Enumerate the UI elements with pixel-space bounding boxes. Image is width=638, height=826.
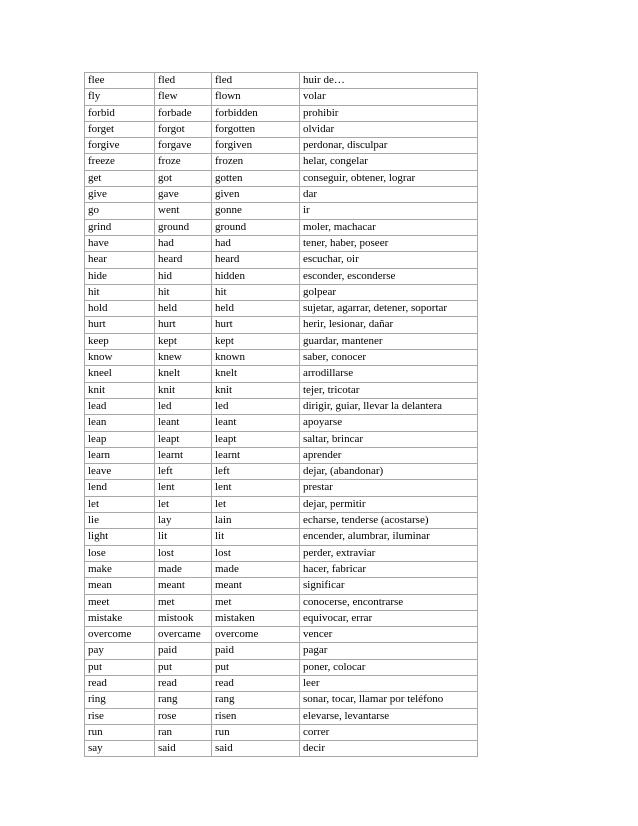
table-row <box>85 447 478 463</box>
table-row <box>85 513 478 529</box>
past-participle-cell: learnt <box>212 447 300 463</box>
translation-cell: escuchar, oir <box>300 252 478 268</box>
past-participle-cell: lit <box>212 529 300 545</box>
table-row <box>85 529 478 545</box>
base-form-cell: lose <box>85 545 155 561</box>
past-simple-cell: lost <box>155 545 212 561</box>
base-form-cell: get <box>85 170 155 186</box>
base-form-cell: mean <box>85 578 155 594</box>
table-row <box>85 545 478 561</box>
translation-cell: perdonar, disculpar <box>300 138 478 154</box>
base-form-cell: forgive <box>85 138 155 154</box>
base-form-cell: have <box>85 235 155 251</box>
translation-cell: dirigir, guiar, llevar la delantera <box>300 398 478 414</box>
past-simple-cell: ground <box>155 219 212 235</box>
past-participle-cell: lain <box>212 513 300 529</box>
past-simple-cell: paid <box>155 643 212 659</box>
past-simple-cell: led <box>155 398 212 414</box>
past-participle-cell: knelt <box>212 366 300 382</box>
past-simple-cell: overcame <box>155 627 212 643</box>
table-row <box>85 594 478 610</box>
base-form-cell: pay <box>85 643 155 659</box>
past-simple-cell: fled <box>155 73 212 89</box>
translation-cell: golpear <box>300 284 478 300</box>
base-form-cell: flee <box>85 73 155 89</box>
table-row <box>85 252 478 268</box>
table-row <box>85 415 478 431</box>
past-simple-cell: heard <box>155 252 212 268</box>
translation-cell: aprender <box>300 447 478 463</box>
table-row <box>85 708 478 724</box>
translation-cell: dejar, permitir <box>300 496 478 512</box>
translation-cell: sonar, tocar, llamar por teléfono <box>300 692 478 708</box>
past-participle-cell: meant <box>212 578 300 594</box>
past-participle-cell: lost <box>212 545 300 561</box>
table-row <box>85 464 478 480</box>
base-form-cell: lean <box>85 415 155 431</box>
base-form-cell: put <box>85 659 155 675</box>
verbs-table-body <box>85 73 478 757</box>
base-form-cell: grind <box>85 219 155 235</box>
past-participle-cell: overcome <box>212 627 300 643</box>
past-simple-cell: leant <box>155 415 212 431</box>
past-simple-cell: forgave <box>155 138 212 154</box>
past-participle-cell: fled <box>212 73 300 89</box>
translation-cell: tener, haber, poseer <box>300 235 478 251</box>
base-form-cell: lead <box>85 398 155 414</box>
past-participle-cell: forgotten <box>212 121 300 137</box>
base-form-cell: lie <box>85 513 155 529</box>
translation-cell: encender, alumbrar, iluminar <box>300 529 478 545</box>
translation-cell: prohibir <box>300 105 478 121</box>
past-simple-cell: learnt <box>155 447 212 463</box>
base-form-cell: know <box>85 350 155 366</box>
past-simple-cell: meant <box>155 578 212 594</box>
past-simple-cell: hurt <box>155 317 212 333</box>
past-simple-cell: put <box>155 659 212 675</box>
past-simple-cell: read <box>155 675 212 691</box>
translation-cell: equivocar, errar <box>300 610 478 626</box>
table-row <box>85 659 478 675</box>
table-row <box>85 284 478 300</box>
base-form-cell: run <box>85 724 155 740</box>
past-participle-cell: paid <box>212 643 300 659</box>
translation-cell: perder, extraviar <box>300 545 478 561</box>
past-participle-cell: known <box>212 350 300 366</box>
past-participle-cell: given <box>212 187 300 203</box>
table-row <box>85 480 478 496</box>
table-row <box>85 724 478 740</box>
translation-cell: leer <box>300 675 478 691</box>
base-form-cell: lend <box>85 480 155 496</box>
table-row <box>85 203 478 219</box>
past-simple-cell: gave <box>155 187 212 203</box>
translation-cell: decir <box>300 741 478 757</box>
base-form-cell: rise <box>85 708 155 724</box>
table-row <box>85 610 478 626</box>
table-row <box>85 105 478 121</box>
base-form-cell: hit <box>85 284 155 300</box>
base-form-cell: forget <box>85 121 155 137</box>
base-form-cell: ring <box>85 692 155 708</box>
past-participle-cell: left <box>212 464 300 480</box>
past-simple-cell: rang <box>155 692 212 708</box>
translation-cell: prestar <box>300 480 478 496</box>
base-form-cell: overcome <box>85 627 155 643</box>
past-simple-cell: lit <box>155 529 212 545</box>
past-simple-cell: froze <box>155 154 212 170</box>
past-participle-cell: mistaken <box>212 610 300 626</box>
past-simple-cell: left <box>155 464 212 480</box>
past-participle-cell: heard <box>212 252 300 268</box>
translation-cell: moler, machacar <box>300 219 478 235</box>
translation-cell: herir, lesionar, dañar <box>300 317 478 333</box>
past-participle-cell: hit <box>212 284 300 300</box>
past-simple-cell: held <box>155 301 212 317</box>
table-row <box>85 627 478 643</box>
table-row <box>85 496 478 512</box>
translation-cell: helar, congelar <box>300 154 478 170</box>
translation-cell: arrodillarse <box>300 366 478 382</box>
past-simple-cell: got <box>155 170 212 186</box>
translation-cell: hacer, fabricar <box>300 561 478 577</box>
table-row <box>85 73 478 89</box>
table-row <box>85 578 478 594</box>
table-row <box>85 89 478 105</box>
past-participle-cell: risen <box>212 708 300 724</box>
table-row <box>85 235 478 251</box>
translation-cell: sujetar, agarrar, detener, soportar <box>300 301 478 317</box>
base-form-cell: hear <box>85 252 155 268</box>
translation-cell: echarse, tenderse (acostarse) <box>300 513 478 529</box>
past-participle-cell: led <box>212 398 300 414</box>
irregular-verbs-table <box>84 72 478 757</box>
past-participle-cell: kept <box>212 333 300 349</box>
translation-cell: conseguir, obtener, lograr <box>300 170 478 186</box>
base-form-cell: read <box>85 675 155 691</box>
table-row <box>85 333 478 349</box>
base-form-cell: forbid <box>85 105 155 121</box>
translation-cell: saber, conocer <box>300 350 478 366</box>
past-participle-cell: made <box>212 561 300 577</box>
translation-cell: saltar, brincar <box>300 431 478 447</box>
past-simple-cell: made <box>155 561 212 577</box>
table-row <box>85 741 478 757</box>
past-participle-cell: run <box>212 724 300 740</box>
table-row <box>85 121 478 137</box>
translation-cell: volar <box>300 89 478 105</box>
past-participle-cell: knit <box>212 382 300 398</box>
table-row <box>85 675 478 691</box>
past-simple-cell: had <box>155 235 212 251</box>
past-simple-cell: let <box>155 496 212 512</box>
past-participle-cell: ground <box>212 219 300 235</box>
past-participle-cell: gotten <box>212 170 300 186</box>
base-form-cell: hold <box>85 301 155 317</box>
base-form-cell: say <box>85 741 155 757</box>
base-form-cell: knit <box>85 382 155 398</box>
past-simple-cell: leapt <box>155 431 212 447</box>
table-row <box>85 398 478 414</box>
past-participle-cell: said <box>212 741 300 757</box>
past-participle-cell: lent <box>212 480 300 496</box>
table-row <box>85 382 478 398</box>
table-row <box>85 138 478 154</box>
table-row <box>85 154 478 170</box>
base-form-cell: leave <box>85 464 155 480</box>
past-simple-cell: hid <box>155 268 212 284</box>
past-participle-cell: leant <box>212 415 300 431</box>
table-row <box>85 317 478 333</box>
past-participle-cell: forgiven <box>212 138 300 154</box>
table-row <box>85 301 478 317</box>
past-participle-cell: let <box>212 496 300 512</box>
table-row <box>85 350 478 366</box>
past-participle-cell: hurt <box>212 317 300 333</box>
past-participle-cell: gonne <box>212 203 300 219</box>
past-simple-cell: knelt <box>155 366 212 382</box>
translation-cell: esconder, esconderse <box>300 268 478 284</box>
base-form-cell: mistake <box>85 610 155 626</box>
past-participle-cell: leapt <box>212 431 300 447</box>
table-row <box>85 219 478 235</box>
base-form-cell: meet <box>85 594 155 610</box>
table-row <box>85 561 478 577</box>
base-form-cell: give <box>85 187 155 203</box>
base-form-cell: hurt <box>85 317 155 333</box>
past-participle-cell: met <box>212 594 300 610</box>
past-simple-cell: kept <box>155 333 212 349</box>
table-row <box>85 643 478 659</box>
table-row <box>85 268 478 284</box>
translation-cell: dejar, (abandonar) <box>300 464 478 480</box>
translation-cell: tejer, tricotar <box>300 382 478 398</box>
translation-cell: guardar, mantener <box>300 333 478 349</box>
translation-cell: poner, colocar <box>300 659 478 675</box>
base-form-cell: hide <box>85 268 155 284</box>
past-simple-cell: met <box>155 594 212 610</box>
past-participle-cell: put <box>212 659 300 675</box>
past-simple-cell: said <box>155 741 212 757</box>
past-simple-cell: ran <box>155 724 212 740</box>
past-participle-cell: flown <box>212 89 300 105</box>
past-participle-cell: had <box>212 235 300 251</box>
past-simple-cell: mistook <box>155 610 212 626</box>
translation-cell: significar <box>300 578 478 594</box>
table-row <box>85 170 478 186</box>
past-simple-cell: lay <box>155 513 212 529</box>
translation-cell: pagar <box>300 643 478 659</box>
base-form-cell: light <box>85 529 155 545</box>
translation-cell: ir <box>300 203 478 219</box>
base-form-cell: keep <box>85 333 155 349</box>
base-form-cell: kneel <box>85 366 155 382</box>
past-participle-cell: read <box>212 675 300 691</box>
past-participle-cell: held <box>212 301 300 317</box>
base-form-cell: leap <box>85 431 155 447</box>
translation-cell: dar <box>300 187 478 203</box>
translation-cell: elevarse, levantarse <box>300 708 478 724</box>
past-simple-cell: went <box>155 203 212 219</box>
base-form-cell: go <box>85 203 155 219</box>
translation-cell: olvidar <box>300 121 478 137</box>
past-participle-cell: frozen <box>212 154 300 170</box>
past-participle-cell: forbidden <box>212 105 300 121</box>
past-simple-cell: hit <box>155 284 212 300</box>
past-simple-cell: forbade <box>155 105 212 121</box>
table-row <box>85 187 478 203</box>
table-row <box>85 692 478 708</box>
past-simple-cell: knit <box>155 382 212 398</box>
past-participle-cell: rang <box>212 692 300 708</box>
base-form-cell: fly <box>85 89 155 105</box>
translation-cell: conocerse, encontrarse <box>300 594 478 610</box>
base-form-cell: learn <box>85 447 155 463</box>
translation-cell: correr <box>300 724 478 740</box>
past-simple-cell: flew <box>155 89 212 105</box>
past-participle-cell: hidden <box>212 268 300 284</box>
translation-cell: apoyarse <box>300 415 478 431</box>
base-form-cell: make <box>85 561 155 577</box>
table-row <box>85 366 478 382</box>
base-form-cell: let <box>85 496 155 512</box>
past-simple-cell: knew <box>155 350 212 366</box>
table-row <box>85 431 478 447</box>
past-simple-cell: forgot <box>155 121 212 137</box>
past-simple-cell: rose <box>155 708 212 724</box>
base-form-cell: freeze <box>85 154 155 170</box>
translation-cell: huir de… <box>300 73 478 89</box>
translation-cell: vencer <box>300 627 478 643</box>
past-simple-cell: lent <box>155 480 212 496</box>
